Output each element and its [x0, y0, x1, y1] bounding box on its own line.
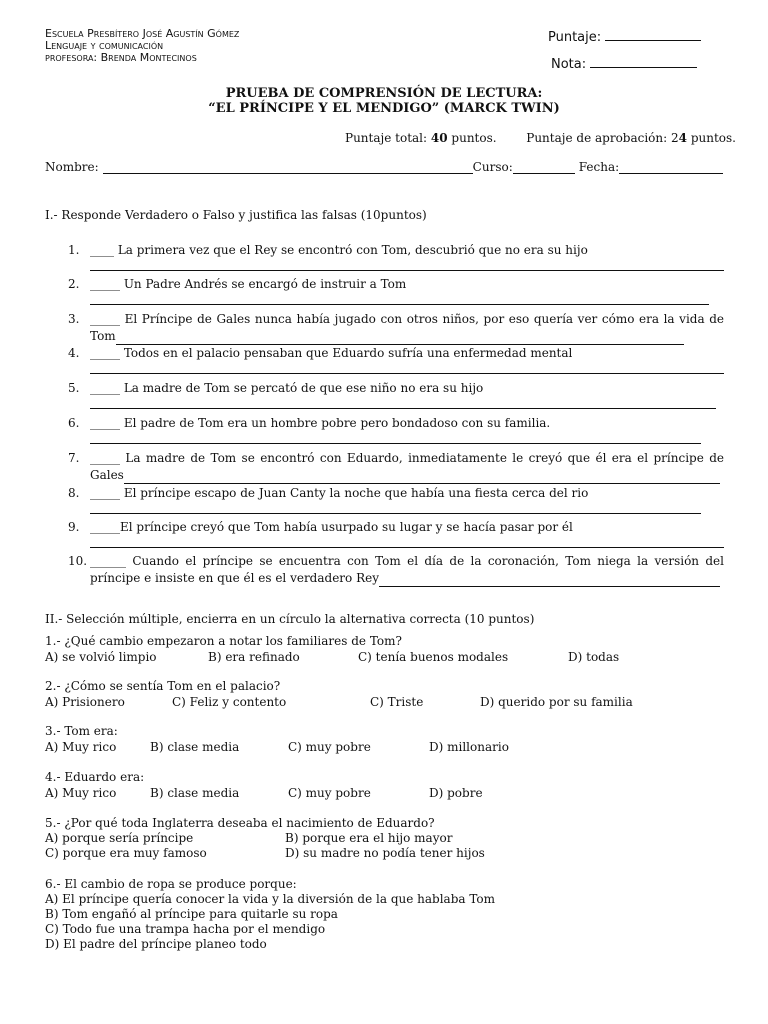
item-number: 9.	[68, 520, 80, 534]
item-text: ____ La primera vez que el Rey se encontró con Tom, descubrió que no era su hijo	[90, 243, 588, 257]
school-header	[45, 28, 239, 64]
item-text: _____ La madre de Tom se encontró con Eduardo, inmediatamente le creyó que él era el príncipe de	[90, 451, 724, 465]
tf-continuation	[90, 570, 720, 587]
total-unit: puntos.	[451, 131, 497, 145]
item-number: 3.	[68, 312, 80, 326]
exam-title: PRUEBA DE COMPRENSIÓN DE LECTURA:	[225, 86, 543, 101]
section1-heading: I.- Responde Verdadero o Falso y justifica las falsas (10puntos)	[45, 208, 427, 222]
item-text: _____El príncipe creyó que Tom había usurpado su lugar y se hacía pasar por él	[90, 520, 573, 534]
approve-unit: puntos.	[690, 131, 736, 145]
option-a[interactable]: A) Muy rico	[45, 786, 117, 800]
option-a[interactable]: A) Prisionero	[45, 695, 125, 709]
option-b[interactable]: B) porque era el hijo mayor	[285, 831, 453, 845]
nota-row	[548, 55, 701, 82]
exam-subtitle: “EL PRÍNCIPE Y EL MENDIGO” (MARCK TWIN)	[208, 101, 560, 116]
total-label: Puntaje total:	[345, 131, 428, 145]
option-b[interactable]: B) clase media	[150, 786, 240, 800]
puntaje-label: Puntaje:	[548, 30, 602, 45]
approve-label: Puntaje de aprobación: 2	[526, 131, 679, 145]
option-c[interactable]: C) muy pobre	[288, 740, 371, 754]
option-b[interactable]: B) era refinado	[208, 650, 300, 664]
item-text: _____ La madre de Tom se percató de que ese niño no era su hijo	[90, 381, 484, 395]
section2-heading: II.- Selección múltiple, encierra en un círculo la alternativa correcta (10 puntos)	[45, 612, 535, 626]
teacher-name: profesora: Brenda Montecinos	[45, 51, 197, 64]
course-label: Curso:	[472, 160, 513, 174]
mc-question: 6.- El cambio de ropa se produce porque:	[45, 877, 297, 891]
item-number: 2.	[68, 277, 80, 291]
tf-continuation	[90, 328, 684, 345]
student-info-row	[45, 160, 723, 174]
item-text-cont: Tom	[90, 329, 116, 343]
item-number: 1.	[68, 243, 80, 257]
option-a[interactable]: A) se volvió limpio	[45, 650, 157, 664]
nota-label: Nota:	[551, 57, 587, 72]
option-b[interactable]: B) clase media	[150, 740, 240, 754]
option-d[interactable]: D) millonario	[429, 740, 509, 754]
option-d[interactable]: D) querido por su familia	[480, 695, 633, 709]
course-field[interactable]	[513, 162, 575, 174]
justify-line[interactable]	[90, 259, 724, 271]
date-label: Fecha:	[578, 160, 620, 174]
mc-question: 2.- ¿Cómo se sentía Tom en el palacio?	[45, 679, 281, 693]
item-number: 8.	[68, 486, 80, 500]
justify-line[interactable]	[90, 362, 724, 374]
item-number: 10.	[68, 554, 88, 568]
justify-line[interactable]	[90, 293, 709, 305]
option-c[interactable]: C) Todo fue una trampa hacha por el mendigo	[45, 922, 326, 936]
option-c[interactable]: C) porque era muy famoso	[45, 846, 207, 860]
item-number: 7.	[68, 451, 80, 465]
option-b[interactable]: B) Tom engañó al príncipe para quitarle su ropa	[45, 907, 338, 921]
mc-question: 4.- Eduardo era:	[45, 770, 145, 784]
nota-blank[interactable]	[590, 55, 697, 68]
option-d[interactable]: D) pobre	[429, 786, 483, 800]
score-info	[345, 131, 736, 145]
date-field[interactable]	[619, 162, 723, 174]
item-text-cont: príncipe e insiste en que él es el verdadero Rey	[90, 571, 379, 585]
item-text: _____ El príncipe escapo de Juan Canty la noche que había una fiesta cerca del rio	[90, 486, 589, 500]
item-text: _____ El padre de Tom era un hombre pobre pero bondadoso con su familia.	[90, 416, 551, 430]
subject-name: Lenguaje y comunicación	[45, 39, 164, 52]
puntaje-blank[interactable]	[605, 28, 701, 41]
grade-box	[548, 28, 701, 82]
mc-question: 1.- ¿Qué cambio empezaron a notar los familiares de Tom?	[45, 634, 402, 648]
justify-line[interactable]	[379, 575, 720, 587]
option-a[interactable]: A) Muy rico	[45, 740, 117, 754]
total-value: 40	[430, 131, 448, 145]
justify-line[interactable]	[90, 397, 716, 409]
option-a[interactable]: A) El príncipe quería conocer la vida y la diversión de la que hablaba Tom	[45, 892, 496, 906]
item-text: _____ Todos en el palacio pensaban que Eduardo sufría una enfermedad mental	[90, 346, 573, 360]
justify-line[interactable]	[90, 536, 724, 548]
option-c[interactable]: C) tenía buenos modales	[358, 650, 509, 664]
item-number: 6.	[68, 416, 80, 430]
option-d[interactable]: D) El padre del príncipe planeo todo	[45, 937, 267, 951]
item-text: _____ El Príncipe de Gales nunca había jugado con otros niños, por eso quería ver cómo era la vida de	[90, 312, 724, 326]
item-number: 5.	[68, 381, 80, 395]
item-text: ______ Cuando el príncipe se encuentra con Tom el día de la coronación, Tom niega la versión del	[90, 554, 724, 568]
justify-line[interactable]	[90, 502, 701, 514]
tf-continuation	[90, 467, 720, 484]
option-d[interactable]: D) todas	[568, 650, 620, 664]
justify-line[interactable]	[90, 432, 701, 444]
approve-value: 4	[678, 131, 687, 145]
mc-question: 5.- ¿Por qué toda Inglaterra deseaba el nacimiento de Eduardo?	[45, 816, 435, 830]
mc-question: 3.- Tom era:	[45, 724, 118, 738]
justify-line[interactable]	[124, 472, 720, 484]
option-d[interactable]: D) su madre no podía tener hijos	[285, 846, 485, 860]
name-field[interactable]	[103, 162, 473, 174]
item-text: _____ Un Padre Andrés se encargó de instruir a Tom	[90, 277, 407, 291]
justify-line[interactable]	[116, 333, 684, 345]
option-c[interactable]: C) muy pobre	[288, 786, 371, 800]
item-text-cont: Gales	[90, 468, 124, 482]
puntaje-row	[548, 28, 701, 55]
school-name: Escuela Presbítero José Agustín Gómez	[45, 27, 240, 40]
option-b[interactable]: C) Feliz y contento	[172, 695, 287, 709]
item-number: 4.	[68, 346, 80, 360]
option-c[interactable]: C) Triste	[370, 695, 424, 709]
name-label: Nombre:	[45, 160, 99, 174]
option-a[interactable]: A) porque sería príncipe	[45, 831, 194, 845]
